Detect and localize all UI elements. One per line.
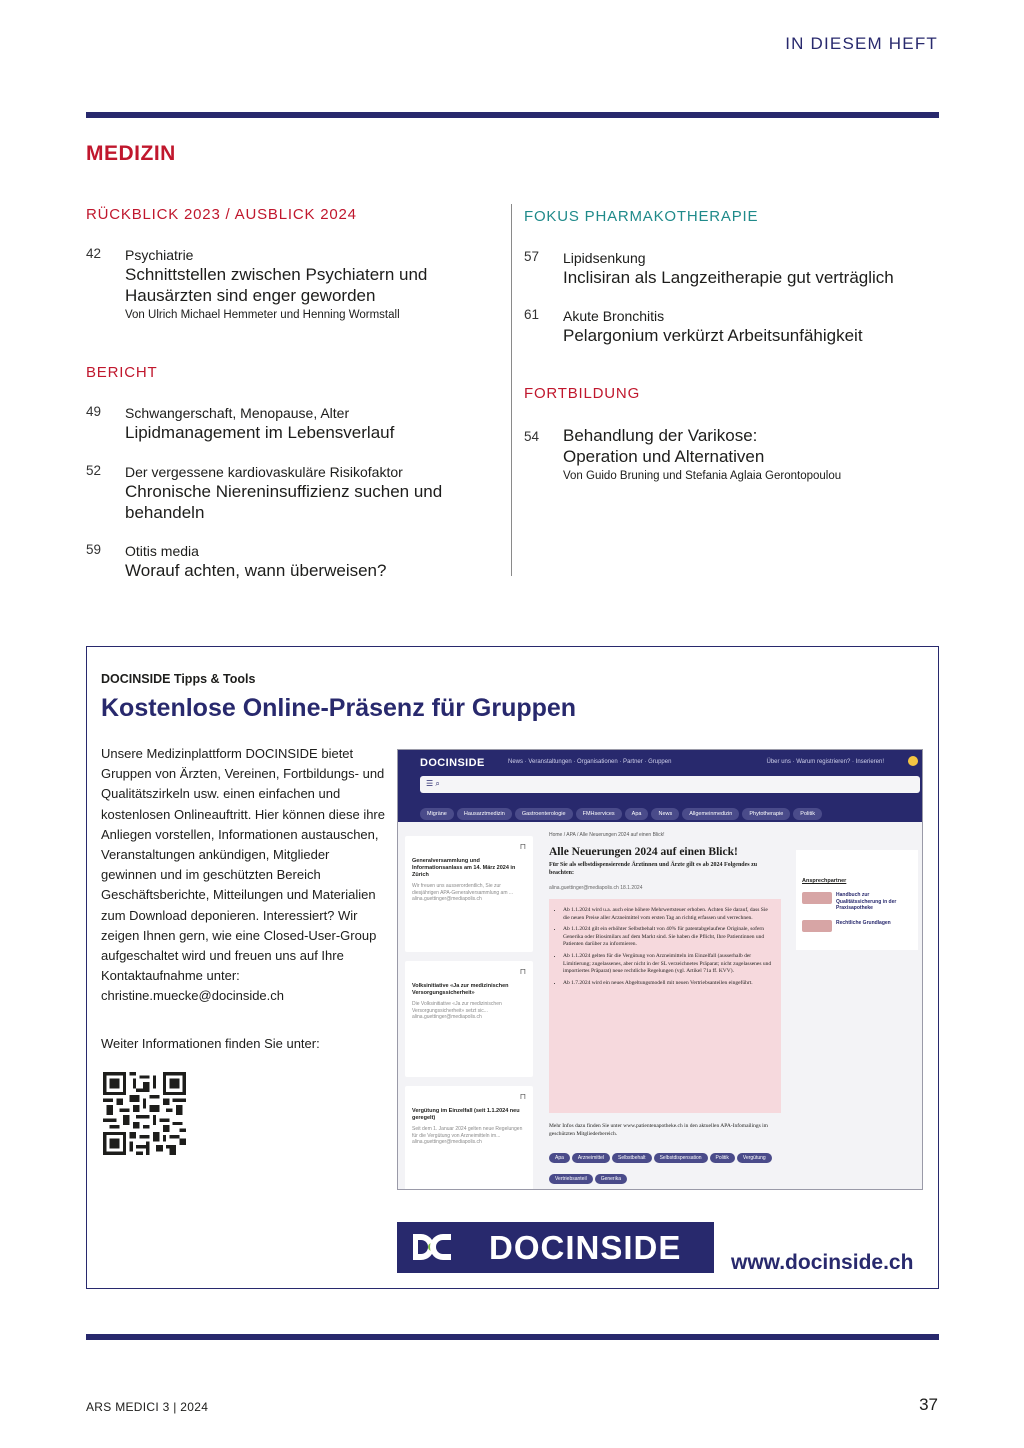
entry-topic: Schwangerschaft, Menopause, Alter: [125, 405, 350, 421]
article-highlight-box: [549, 899, 781, 1113]
toc-entry[interactable]: [524, 249, 944, 288]
entry-title: Pelargonium verkürzt Arbeitsunfähigkeit: [563, 326, 863, 345]
tag-pill[interactable]: Politik: [710, 1153, 735, 1163]
tag-pill[interactable]: Generika: [595, 1174, 627, 1184]
tag-pill[interactable]: Arzneimittel: [572, 1153, 610, 1163]
card-text: Seit dem 1. Januar 2024 gelten neue Regelungen für die Vergütung von Arzneimitteln im... alina.guettinger@mediapolis.ch: [412, 1126, 523, 1145]
entry-title: Chronische Niereninsuffizienz suchen und behandeln: [125, 482, 443, 522]
article-meta: alina.guettinger@mediapolis.ch 18.1.2024: [549, 885, 643, 891]
entry-topic: Otitis media: [125, 543, 199, 559]
section-title: MEDIZIN: [86, 142, 176, 165]
article-bullet: • Ab 1.1.2024 wird u.a. auch eine höhere Mehrwertsteuer erhoben. Achten Sie darauf, dass Sie die neuen Preise aller Arzneimittel vom ersten Tag an richtig erfassen und verrechnen.: [563, 907, 773, 922]
tag-pill[interactable]: Vergütung: [737, 1153, 772, 1163]
site-article: [549, 832, 781, 1188]
bottom-rule: [86, 1334, 939, 1340]
tag-chip[interactable]: Hausarztmedizin: [457, 808, 512, 820]
tag-pill[interactable]: Selbstbehalt: [612, 1153, 652, 1163]
card-title: Vergütung im Einzelfall (seit 1.1.2024 neu geregelt): [412, 1108, 520, 1121]
header-label: IN DIESEM HEFT: [785, 34, 938, 53]
ad-more-info: Weiter Informationen finden Sie unter:: [101, 1036, 320, 1051]
site-breadcrumb[interactable]: Home / APA / Alle Neuerungen 2024 auf einen Blick!: [549, 832, 665, 838]
site-search-bar[interactable]: [420, 776, 920, 793]
site-logo[interactable]: DOCINSIDE: [420, 757, 485, 769]
article-tags: [549, 1146, 781, 1188]
ad-kicker: DOCINSIDE Tipps & Tools: [101, 672, 256, 686]
sidebar-heading: Ansprechpartner: [802, 878, 847, 884]
article-bullet: • Ab 1.7.2024 wird ein neues Abgeltungsmodell mit neuen Vertriebsanteilen eingeführt.: [563, 980, 773, 988]
site-card[interactable]: [405, 961, 533, 1077]
page-number: 61: [524, 307, 540, 322]
entry-title: Inclisiran als Langzeitherapie gut verträglich: [563, 268, 894, 287]
column-divider: [511, 204, 512, 576]
site-tag-bar: [420, 802, 923, 820]
website-screenshot: [397, 749, 923, 1190]
article-bullet: • Ab 1.1.2024 gilt ein erhöhter Selbstbehalt von 40% für patentabgelaufene Originale, sofern Generika oder Biosimilars auf dem Markt sind. Sie haben die Pflicht, Ihre Patientinnen und Patienten darüber zu informieren.: [563, 926, 773, 949]
tag-chip[interactable]: Apa: [625, 808, 649, 820]
page-number: 59: [86, 542, 102, 557]
card-title: Volksinitiative «Ja zur medizinischen Versorgungssicherheit»: [412, 983, 509, 996]
bookmark-icon[interactable]: ⊓: [519, 842, 526, 851]
section-heading-fortbildung: FORTBILDUNG: [524, 385, 641, 402]
site-nav-links[interactable]: News · Veranstaltungen · Organisationen · Partner · Gruppen: [508, 759, 672, 765]
site-card-list: [405, 836, 533, 1190]
card-title: Generalversammlung und Informationsanlass am 14. März 2024 in Zürich: [412, 858, 516, 878]
card-text: Wir freuen uns ausserordentlich, Sie zur diesjährigen APA-Generalversammlung am ... alina.guettinger@mediapolis.ch: [412, 883, 514, 902]
sidebar-link[interactable]: Handbuch zur Qualitätssicherung in der Praxisapotheke: [836, 892, 912, 912]
site-card[interactable]: [405, 836, 533, 952]
page-number: 57: [524, 249, 540, 264]
page-number: 49: [86, 404, 102, 419]
page-number: 52: [86, 463, 102, 478]
ad-body-text: Unsere Medizinplattform DOCINSIDE bietet Gruppen von Ärzten, Vereinen, Fortbildungs- und Qualitätszirkeln usw. einen einfachen und kostenlosen Onlineauftritt. Hier können diese ihre Anliegen vorstellen, Informationen austauschen, Veranstaltungen ankündigen, Mitglieder gewinnen und im geschützten Bereich Geschäftsberichte, Mitteilungen und Materialien zum Download deponieren. Interessiert? Wir zeigen Ihnen gern, wie eine Closed-User-Group aufgeschaltet wird und freuen uns auf Ihre Kontaktaufnahme unter: christine.muecke@docinside.ch: [101, 746, 385, 1004]
entry-title: Lipidmanagement im Lebensverlauf: [125, 423, 395, 442]
section-heading-rueckblick: RÜCKBLICK 2023 / AUSBLICK 2024: [86, 206, 357, 223]
entry-topic: Der vergessene kardiovaskuläre Risikofaktor: [125, 464, 403, 480]
entry-title: Schnittstellen zwischen Psychiatern und Hausärzten sind enger geworden: [125, 265, 428, 305]
bookmark-icon[interactable]: ⊓: [519, 1092, 526, 1101]
toc-entry[interactable]: [86, 404, 486, 443]
search-icon: ☰ ⌕: [426, 779, 440, 788]
site-navbar: [398, 750, 922, 822]
tag-chip[interactable]: Allgemeinmedizin: [682, 808, 739, 820]
toc-entry[interactable]: [524, 425, 924, 484]
docinside-logo: [397, 1222, 714, 1273]
article-bullet: • Ab 1.1.2024 gelten für die Vergütung von Arzneimitteln im Einzelfall (ausserhalb der Limitierung; zugelassenes, aber nicht in der SL verzeichnetes Präparat; nicht zugelassenes und importiertes Präparat) neue rechtliche Regelungen (vgl. Artikel 71a ff. KVV).: [563, 953, 773, 976]
entry-topic: Akute Bronchitis: [563, 308, 665, 324]
footer-publication: ARS MEDICI 3 | 2024: [86, 1400, 209, 1414]
section-heading-pharmakotherapie: FOKUS PHARMAKOTHERAPIE: [524, 208, 759, 225]
docinside-url-link[interactable]: www.docinside.ch: [731, 1251, 914, 1274]
site-card[interactable]: [405, 1086, 533, 1190]
tag-chip[interactable]: News: [651, 808, 679, 820]
tag-chip[interactable]: Phytotherapie: [742, 808, 790, 820]
sidebar-link[interactable]: Rechtliche Grundlagen: [836, 920, 912, 927]
qr-code[interactable]: [103, 1072, 186, 1155]
card-text: Die Volksinitiative «Ja zur medizinischen Versorgungssicherheit» setzt sic... alina.guettinger@mediapolis.ch: [412, 1001, 502, 1020]
entry-title: Worauf achten, wann überweisen?: [125, 561, 387, 580]
article-subtitle: Für Sie als selbstdispensierende Ärztinnen und Ärzte gilt es ab 2024 Folgendes zu beachten:: [549, 862, 758, 876]
tag-chip[interactable]: Migräne: [420, 808, 454, 820]
toc-entry[interactable]: [86, 463, 486, 523]
footer-page-number: 37: [919, 1395, 938, 1414]
top-rule: [86, 112, 939, 118]
docinside-mark-icon: [411, 1232, 453, 1262]
bookmark-icon[interactable]: ⊓: [519, 967, 526, 976]
tag-chip[interactable]: Politik: [793, 808, 822, 820]
toc-entry[interactable]: [524, 307, 944, 346]
docinside-wordmark: DOCINSIDE: [489, 1229, 682, 1266]
entry-byline: Von Ulrich Michael Hemmeter und Henning Wormstall: [125, 309, 400, 321]
tag-pill[interactable]: Vertriebsanteil: [549, 1174, 593, 1184]
toc-entry[interactable]: [86, 246, 486, 323]
page-number: 54: [524, 429, 540, 444]
toc-entry[interactable]: [86, 542, 486, 581]
article-title: Alle Neuerungen 2024 auf einen Blick!: [549, 846, 738, 858]
entry-topic: Psychiatrie: [125, 247, 194, 263]
site-sidebar: [796, 850, 918, 950]
tag-chip[interactable]: Gastroenterologie: [515, 808, 573, 820]
tag-chip[interactable]: FMHservices: [576, 808, 622, 820]
section-heading-bericht: BERICHT: [86, 364, 158, 381]
page-number: 42: [86, 246, 102, 261]
tag-pill[interactable]: Apa: [549, 1153, 570, 1163]
site-nav-right[interactable]: Über uns · Warum registrieren? · Inserieren!: [766, 759, 884, 765]
entry-byline: Von Guido Bruning und Stefania Aglaia Gerontopoulou: [563, 470, 842, 482]
entry-topic: Lipidsenkung: [563, 250, 646, 266]
entry-title: Behandlung der Varikose: Operation und Alternativen: [563, 426, 765, 466]
ad-headline: Kostenlose Online-Präsenz für Gruppen: [101, 694, 577, 722]
user-avatar-icon[interactable]: [908, 756, 918, 766]
tag-pill[interactable]: Selbstdispensation: [654, 1153, 708, 1163]
article-footer: Mehr Infos dazu finden Sie unter www.patientenapotheke.ch in den aktuellen APA-Infomailings im geschützten Mitgliederbereich.: [549, 1123, 768, 1137]
